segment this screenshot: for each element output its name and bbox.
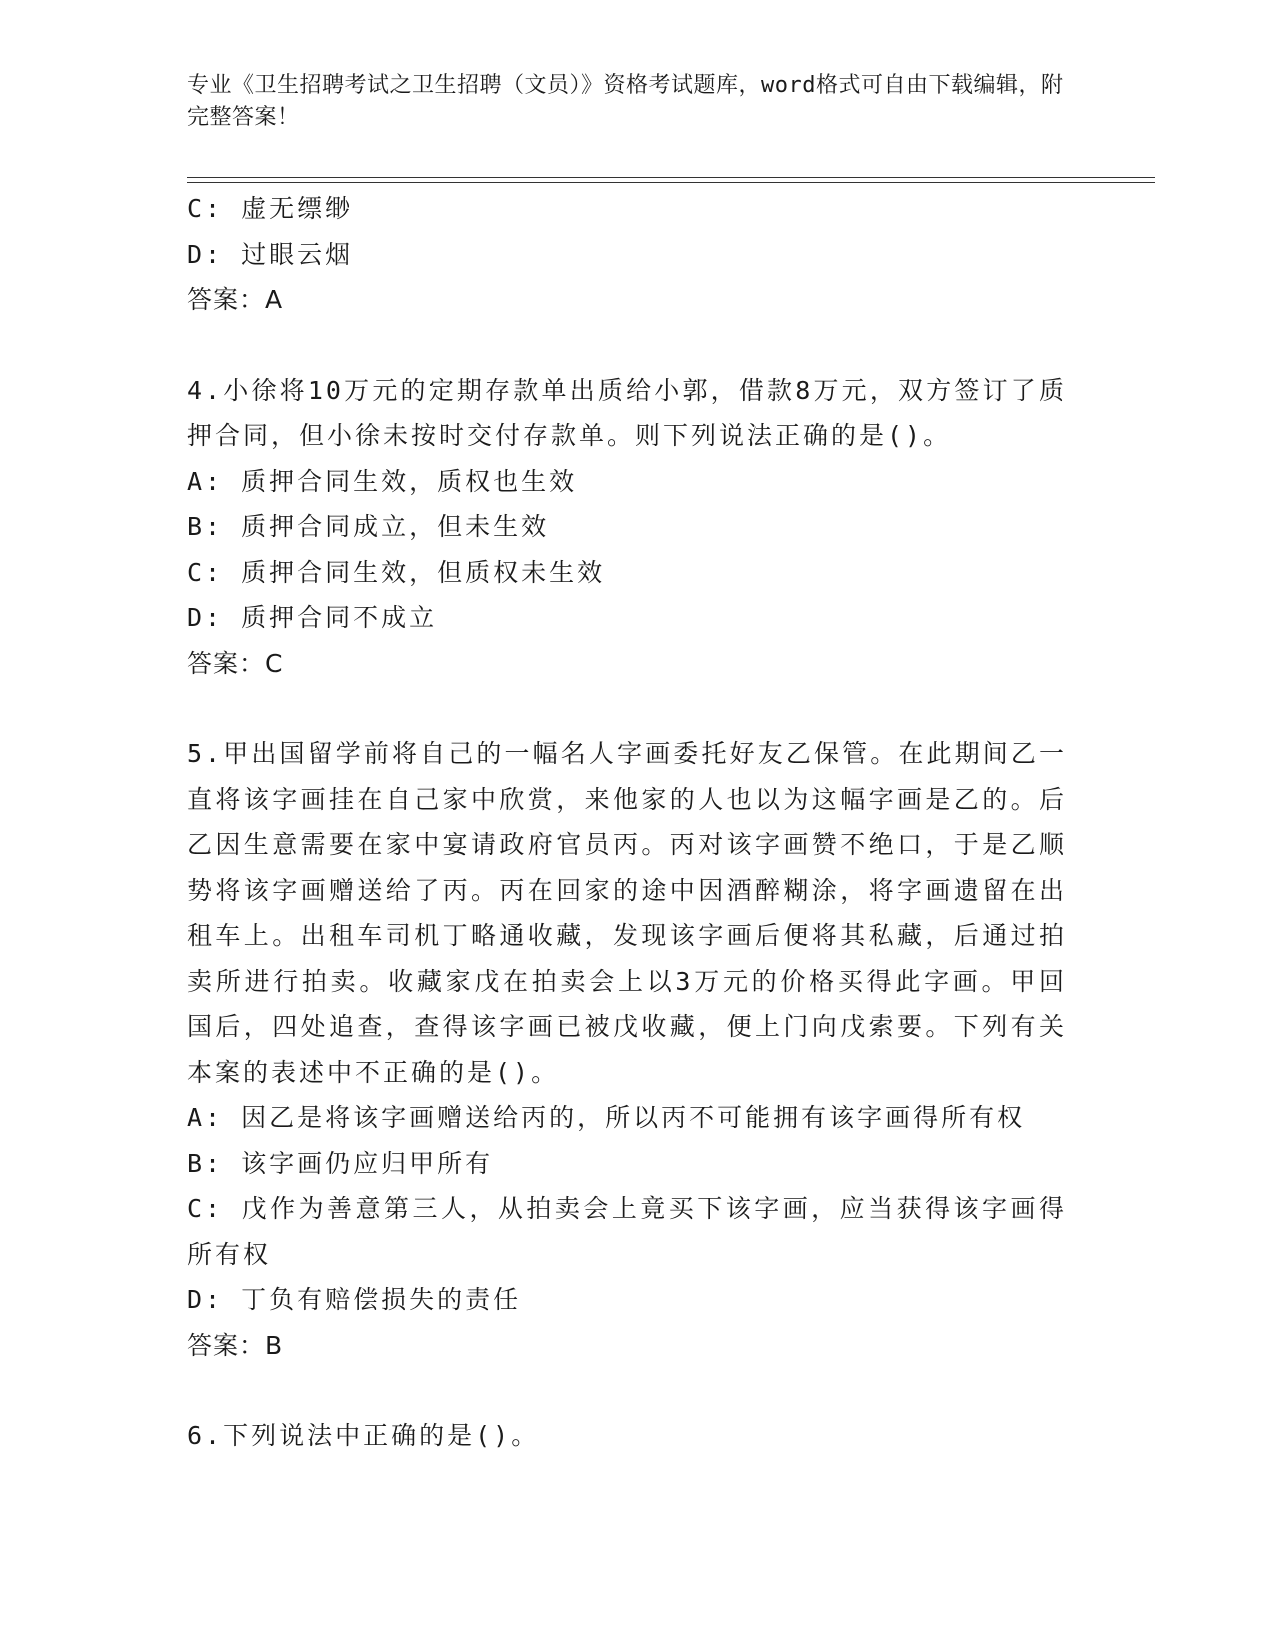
spacer xyxy=(187,1368,1067,1413)
prev-question-block xyxy=(187,186,1067,323)
spacer xyxy=(187,686,1067,731)
question-4 xyxy=(187,368,1067,687)
option-c: C: 虚无缥缈 xyxy=(187,194,354,223)
question-text: 5.甲出国留学前将自己的一幅名人字画委托好友乙保管。在此期间乙一直将该字画挂在自己家中欣赏，来他家的人也以为这幅字画是乙的。后乙因生意需要在家中宴请政府官员丙。丙对该字画赞不绝口，于是乙顺势将该字画赠送给了丙。丙在回家的途中因酒醉糊涂，将字画遗留在出租车上。出租车司机丁略通收藏，发现该字画后便将其私藏，后通过拍卖所进行拍卖。收藏家戊在拍卖会上以3万元的价格买得此字画。甲回国后，四处追查，查得该字画已被戊收藏，便上门向戊索要。下列有关本案的表述中不正确的是()。 xyxy=(187,739,1067,1087)
option-a: A: 因乙是将该字画赠送给丙的，所以丙不可能拥有该字画得所有权 xyxy=(187,1103,1026,1132)
option-b: B: 质押合同成立，但未生效 xyxy=(187,512,550,541)
option-a: A: 质押合同生效，质权也生效 xyxy=(187,466,578,496)
option-d: D: 过眼云烟 xyxy=(187,239,354,269)
question-5 xyxy=(187,731,1067,1368)
question-6 xyxy=(187,1413,1067,1459)
spacer xyxy=(187,323,1067,368)
question-text: 6.下列说法中正确的是()。 xyxy=(187,1421,540,1450)
answer-label: 答案：A xyxy=(187,285,284,314)
page-header: 专业《卫生招聘考试之卫生招聘（文员）》资格考试题库，word格式可自由下载编辑，附完整答案！ xyxy=(187,73,1064,130)
question-text: 4.小徐将10万元的定期存款单出质给小郭，借款8万元，双方签订了质押合同，但小徐未按时交付存款单。则下列说法正确的是()。 xyxy=(187,375,1067,450)
option-b: B: 该字画仍应归甲所有 xyxy=(187,1148,494,1178)
option-d: D: 丁负有赔偿损失的责任 xyxy=(187,1285,522,1314)
header-rule-top xyxy=(187,177,1155,178)
option-c: C: 戊作为善意第三人，从拍卖会上竟买下该字画，应当获得该字画得所有权 xyxy=(187,1194,1067,1269)
answer-label: 答案：C xyxy=(187,648,284,678)
option-d: D: 质押合同不成立 xyxy=(187,603,438,632)
question-content xyxy=(187,186,1067,1459)
answer-label: 答案：B xyxy=(187,1330,284,1360)
header-rule-bottom xyxy=(187,182,1155,183)
option-c: C: 质押合同生效，但质权未生效 xyxy=(187,557,606,587)
